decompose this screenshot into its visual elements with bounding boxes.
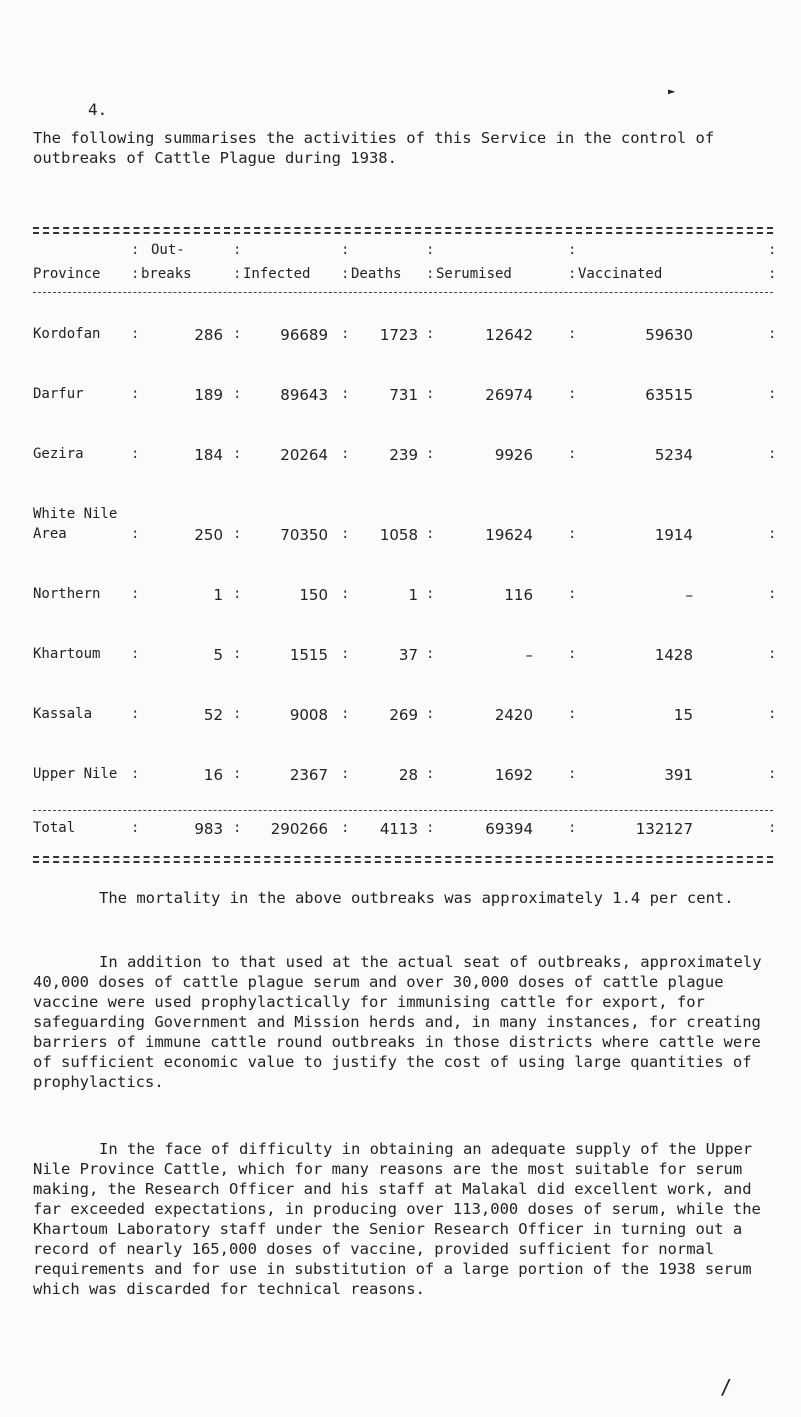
serumised-cell: 19624 [485,526,533,544]
prophylaxis-paragraph: In addition to that used at the actual seat of outbreaks, approximately 40,000 doses of cattle plague serum and over 30,000 doses of cattle plague vaccine were used prophylactically for immunising cattle for export, for safeguarding Government and Mission herds and, in many instances, for creating barriers of immune cattle round outbreaks in those districts where cattle were of sufficient economic value to justify the cost of using large quantities of prophylactics. [33,953,762,1091]
column-separator: : [768,820,777,836]
outbreaks-cell: 286 [194,326,223,344]
province-cell: Total [33,820,76,836]
vaccinated-cell: 1428 [654,646,693,664]
outbreaks-cell: 189 [194,386,223,404]
column-separator: : [341,326,350,342]
table-top-rule [33,227,773,234]
column-separator: : [426,386,435,402]
vaccinated-cell: 63515 [645,386,693,404]
column-separator: : [131,526,140,542]
infected-cell: 89643 [280,386,328,404]
column-separator: : [568,526,577,542]
infected-cell: 1515 [289,646,328,664]
table-row [33,386,777,410]
deaths-cell: 28 [398,766,418,784]
column-separator: : [131,386,140,402]
serumised-cell: 9926 [494,446,533,464]
infected-cell: 290266 [270,820,328,838]
column-separator: : [341,446,350,462]
infected-cell: 9008 [289,706,328,724]
table-header-row-2: Province : breaks : Infected : Deaths : Serumised : Vaccinated : [33,266,777,282]
column-separator: : [426,820,435,836]
table-bottom-rule [33,856,773,863]
outbreaks-cell: 250 [194,526,223,544]
column-separator: : [233,526,242,542]
header-vaccinated: Vaccinated [578,266,663,282]
page-number: 4. [88,100,108,119]
outbreaks-cell: 5 [213,646,223,664]
column-separator: : [131,766,140,782]
province-cell: Khartoum [33,646,101,662]
serumised-cell: 69394 [485,820,533,838]
total-divider [33,810,773,811]
column-separator: : [131,446,140,462]
vaccinated-cell: – [685,586,693,604]
province-cell-line2: Area [33,526,67,542]
infected-cell: 70350 [280,526,328,544]
column-separator: : [233,326,242,342]
column-separator: : [426,326,435,342]
column-separator: : [768,766,777,782]
column-separator: : [341,820,350,836]
total-row [33,820,777,844]
column-separator: : [568,446,577,462]
serumised-cell: 116 [504,586,533,604]
infected-cell: 150 [299,586,328,604]
column-separator: : [768,386,777,402]
column-separator: : [233,766,242,782]
table-row [33,766,777,790]
vaccinated-cell: 59630 [645,326,693,344]
column-separator: : [568,326,577,342]
mortality-paragraph: The mortality in the above outbreaks was approximately 1.4 per cent. [99,889,734,907]
deaths-cell: 1723 [379,326,418,344]
table-row [33,706,777,730]
column-separator: : [426,526,435,542]
deaths-cell: 4113 [379,820,418,838]
column-separator: : [131,706,140,722]
column-separator: : [341,526,350,542]
infected-cell: 96689 [280,326,328,344]
column-separator: : [768,326,777,342]
column-separator: : [768,526,777,542]
column-separator: : [568,646,577,662]
column-separator: : [568,706,577,722]
serumised-cell: 2420 [494,706,533,724]
column-separator: : [233,706,242,722]
province-cell: Kassala [33,706,93,722]
pen-mark: / [720,1375,733,1399]
research-paragraph: In the face of difficulty in obtaining an adequate supply of the Upper Nile Province Cattle, which for many reasons are the most suitable for serum making, the Research Officer and his staff at Malakal did excellent work, and far exceeded expectations, in producing over 113,000 doses of serum, while the Khartoum Laboratory staff under the Senior Research Officer in turning out a record of nearly 165,000 doses of vaccine, provided sufficient for normal requirements and for use in substitution of a large portion of the 1938 serum which was discarded for technical reasons. [33,1140,761,1298]
column-separator: : [426,586,435,602]
column-separator: : [233,446,242,462]
column-separator: : [768,646,777,662]
outbreaks-cell: 184 [194,446,223,464]
header-outbreaks-top: Out- [151,242,185,258]
column-separator: : [568,386,577,402]
serumised-cell: – [525,646,533,664]
column-separator: : [768,706,777,722]
deaths-cell: 1058 [379,526,418,544]
column-separator: : [426,766,435,782]
vaccinated-cell: 15 [673,706,693,724]
deaths-cell: 269 [389,706,418,724]
table-row [33,326,777,350]
deaths-cell: 1 [408,586,418,604]
vaccinated-cell: 1914 [654,526,693,544]
column-separator: : [426,706,435,722]
column-separator: : [233,386,242,402]
header-deaths: Deaths [351,266,402,282]
outbreaks-cell: 16 [203,766,223,784]
column-separator: : [131,326,140,342]
column-separator: : [341,586,350,602]
column-separator: : [233,646,242,662]
column-separator: : [131,586,140,602]
header-infected: Infected [243,266,311,282]
header-outbreaks: breaks [141,266,192,282]
column-separator: : [341,386,350,402]
province-cell: White Nile [33,506,118,522]
table-row [33,506,777,544]
column-separator: : [131,646,140,662]
header-province: Province [33,266,101,282]
vaccinated-cell: 391 [664,766,693,784]
column-separator: : [426,646,435,662]
serumised-cell: 12642 [485,326,533,344]
column-separator: : [131,820,140,836]
column-separator: : [233,820,242,836]
infected-cell: 2367 [289,766,328,784]
province-cell: Northern [33,586,101,602]
deaths-cell: 239 [389,446,418,464]
outbreaks-cell: 1 [213,586,223,604]
table-row [33,586,777,610]
serumised-cell: 26974 [485,386,533,404]
vaccinated-cell: 5234 [654,446,693,464]
province-cell: Darfur [33,386,84,402]
serumised-cell: 1692 [494,766,533,784]
table-row [33,446,777,470]
header-serumised: Serumised [436,266,512,282]
outbreaks-cell: 52 [203,706,223,724]
column-separator: : [233,586,242,602]
deaths-cell: 37 [398,646,418,664]
table-row [33,646,777,670]
header-divider [33,292,773,293]
column-separator: : [568,820,577,836]
province-cell: Kordofan [33,326,101,342]
scan-mark: ► [668,84,676,98]
vaccinated-cell: 132127 [635,820,693,838]
column-separator: : [768,586,777,602]
column-separator: : [341,646,350,662]
column-separator: : [341,706,350,722]
province-cell: Gezira [33,446,84,462]
outbreaks-cell: 983 [194,820,223,838]
column-separator: : [568,586,577,602]
column-separator: : [568,766,577,782]
infected-cell: 20264 [280,446,328,464]
column-separator: : [426,446,435,462]
table-header-row-1: : Out- : : : : : [131,242,777,258]
province-cell: Upper Nile [33,766,118,782]
intro-paragraph: The following summarises the activities of this Service in the control of outbreaks of Cattle Plague during 1938. [33,129,715,167]
deaths-cell: 731 [389,386,418,404]
column-separator: : [768,446,777,462]
column-separator: : [341,766,350,782]
